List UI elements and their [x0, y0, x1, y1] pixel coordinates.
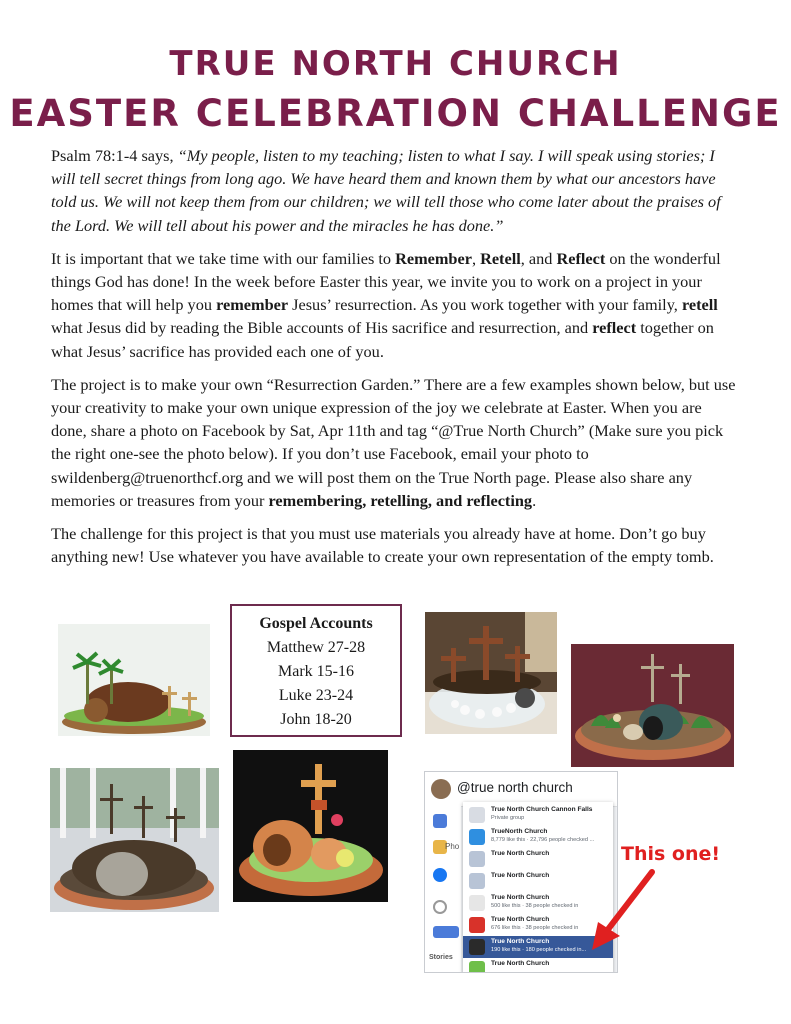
flame-logo-icon: [469, 917, 485, 933]
emphasis-summary: remembering, retelling, and reflecting: [268, 490, 533, 510]
emphasis-remember-lower: remember: [216, 295, 289, 315]
project-paragraph: [51, 373, 741, 512]
text-run: It is important that we take time with our families to: [51, 248, 396, 268]
result-sub: 190 like this · 180 people checked in...: [491, 947, 587, 953]
gospel-accounts-title: Gospel Accounts: [259, 615, 373, 632]
text-run: The project is to make your own “Resurrection Garden.” There are a few examples shown below, but use your creativity to make your own unique expression of the joy we celebrate at Easter. When you are done, share a photo on Facebook by Sat, Apr 11th and tag “@True North Church” (Make sure you pick the right one-see the photo below). If you don’t use Facebook, email your photo to swildenberg@truenorthcf.org and we will post them on the True North page. Please also share any memories or treasures from your: [51, 374, 736, 510]
page-title-line2: EASTER CELEBRATION CHALLENGE: [9, 92, 782, 135]
fb-search-query: @true north church: [457, 780, 573, 795]
emphasis-reflect: Reflect: [556, 248, 606, 268]
gospel-item-luke: Luke 23-24: [278, 687, 354, 704]
blue-bar-icon: [433, 926, 459, 938]
remember-paragraph: [51, 247, 741, 363]
gospel-item-john: John 18-20: [280, 711, 352, 728]
garden-photo-2: [425, 612, 557, 734]
result-name: True North Church: [491, 960, 550, 967]
check-circle-icon: [433, 868, 447, 882]
result-name: True North Church: [491, 872, 550, 879]
search-result-item[interactable]: [463, 826, 613, 848]
emphasis-retell: Retell: [480, 248, 521, 268]
location-pin-icon: [469, 873, 485, 889]
page-logo-icon: [469, 895, 485, 911]
fb-stories-label: Stories: [429, 954, 453, 961]
text-run: ,: [471, 248, 481, 268]
group-icon: [469, 807, 485, 823]
bookmark-icon: [433, 814, 447, 828]
challenge-paragraph: The challenge for this project is that you must use materials you already have at home. Don’t go buy anything new! Use whatever you have available to create your own representation of the empty tomb.: [51, 524, 714, 567]
emphasis-reflect-lower: reflect: [592, 318, 637, 338]
text-run: .: [532, 490, 537, 510]
text-run: Jesus’ resurrection. As you work together with your family,: [288, 295, 682, 315]
red-arrow-icon: [580, 866, 670, 956]
emphasis-retell-lower: retell: [681, 295, 718, 315]
page-logo-icon: [469, 961, 485, 973]
result-sub: 676 like this · 38 people checked in: [491, 925, 579, 931]
emphasis-remember: Remember: [395, 248, 472, 268]
this-one-callout: This one!: [621, 843, 721, 865]
garden-photo-4: [50, 768, 219, 912]
garden-photo-1: [58, 624, 210, 736]
psalm-paragraph: [51, 144, 741, 237]
result-name: True North Church: [491, 850, 550, 857]
result-name: True North Church: [491, 938, 550, 945]
text-run: , and: [520, 248, 557, 268]
radio-icon: [433, 900, 447, 914]
location-pin-icon: [469, 851, 485, 867]
gospel-item-matthew: Matthew 27-28: [266, 639, 366, 656]
text-run: on the wonderful things God has done! In the week before Easter this year, we invite you to work on a project in your homes that will help you: [51, 248, 721, 315]
result-name: True North Church: [491, 894, 550, 901]
psalm-quote: “My people, listen to my teaching; listen to what I say. I will speak using stories; I will tell secret things from long ago. We have heard them and known them by what our ancestors have told us. We will not keep them from our children; we will tell those who come later about the praises of the Lord. We will tell about his power and the miracles he has done.”: [51, 146, 721, 235]
page-logo-icon: [469, 829, 485, 845]
result-sub: Private group: [491, 815, 525, 821]
result-name: True North Church: [491, 916, 550, 923]
page-logo-icon: [469, 939, 485, 955]
garden-photo-3: [571, 644, 734, 767]
gospel-accounts-box: [230, 604, 402, 737]
fb-left-column: [425, 806, 461, 972]
gospel-item-mark: Mark 15-16: [278, 663, 354, 680]
result-sub: 500 like this · 38 people checked in: [491, 903, 579, 909]
search-result-item[interactable]: [463, 958, 613, 973]
result-name: True North Church Cannon Falls: [491, 806, 593, 813]
result-sub: 8,779 like this · 22,796 people checked ...: [491, 837, 595, 843]
text-run: what Jesus did by reading the Bible accounts of His sacrifice and resurrection, and: [51, 318, 593, 338]
garden-photo-5: [233, 750, 388, 902]
result-name: TrueNorth Church: [491, 828, 548, 835]
page-title-line1: TRUE NORTH CHURCH: [169, 44, 622, 84]
psalm-lead: Psalm 78:1-4 says,: [51, 146, 178, 165]
search-result-item[interactable]: [463, 804, 613, 826]
avatar: [431, 779, 451, 799]
fb-photo-label: Pho: [445, 842, 460, 851]
body-text: [51, 144, 741, 578]
text-run: together on what Jesus’ sacrifice has provided each one of you.: [51, 318, 714, 361]
